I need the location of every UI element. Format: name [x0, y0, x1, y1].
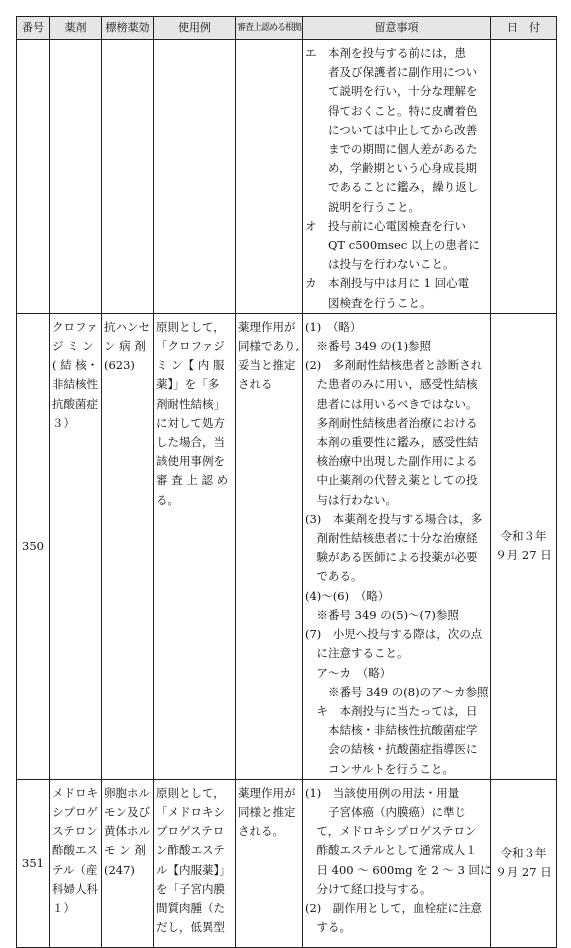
table-row-350	[17, 313, 557, 779]
cont-date-cell	[491, 40, 557, 314]
text-line: される。	[238, 824, 284, 839]
text-line: 中止薬剤の代替え薬としての投	[305, 473, 478, 488]
text-line: 該使用事例を	[156, 454, 225, 469]
text-line: クロファ	[52, 319, 98, 334]
row350-date	[491, 313, 557, 779]
cont-notes-cell	[303, 40, 491, 314]
text-line: 間質肉腫（た	[156, 900, 225, 915]
text-line: 「クロファジ	[156, 339, 225, 354]
header-notes: 留意事項	[303, 17, 491, 40]
text-line: 剤耐性結核」	[156, 396, 225, 411]
text-line: ※番号 349 の(8)のア～カ参照	[305, 684, 489, 699]
text-line: 得ておくこと。特に皮膚着色	[305, 103, 478, 118]
text-line: オ 投与前に心電図検査を行い	[305, 218, 466, 233]
text-line: 験がある医師による投薬が必要	[305, 550, 478, 565]
text-line: エ 本剤を投与する前には，患	[305, 46, 466, 60]
text-line: カ 本剤投与中は月に 1 回心電	[305, 276, 470, 291]
text-line: 抗ハンセ	[104, 319, 150, 334]
row351-date	[491, 779, 557, 947]
text-line: 令和３年	[500, 529, 547, 544]
text-line: ３）	[52, 415, 75, 430]
row350-notes	[303, 313, 491, 779]
text-line: コンサルトを行うこと。	[305, 761, 454, 776]
header-efficacy: 標榜薬効	[102, 17, 154, 40]
text-line: 図検査を行うこと。	[305, 295, 432, 310]
text-line: 会の結核・抗酸菌症指導医に	[305, 742, 478, 757]
text-line: (3) 本薬剤を投与する場合は，多	[305, 511, 483, 526]
text-line: される	[238, 377, 273, 392]
text-line: 卵胞ホル	[104, 785, 150, 800]
text-line: 本結核・非結核性抗酸菌症学	[305, 723, 478, 738]
cont-reason-cell	[236, 40, 303, 314]
text-line: １）	[52, 900, 75, 915]
header-date: 日 付	[491, 17, 557, 40]
text-line: に注意すること。	[305, 646, 409, 661]
row351-no: 351	[17, 779, 50, 947]
text-line: る。	[156, 492, 179, 507]
text-line: 薬理作用が	[238, 785, 296, 800]
text-line: ル【内服薬】」	[156, 862, 231, 877]
text-line: に対して処方	[156, 415, 225, 430]
text-line: 審 査 上 認 め	[156, 473, 229, 488]
text-line: 日 400 ～ 600mg を 2 ～ 3 回に	[305, 862, 492, 877]
text-line: 説明を行うこと。	[305, 199, 420, 214]
text-line: て説明を行い，十分な理解を	[305, 84, 478, 99]
text-line: は投与を行わないこと。	[305, 257, 455, 272]
text-line: モ ン 剤	[104, 843, 146, 858]
text-line: (623)	[104, 358, 135, 373]
text-line: ( 結 核・	[52, 358, 99, 373]
row350-reason	[236, 313, 303, 779]
text-line: ９月 27 日	[495, 548, 552, 563]
text-line: シプロゲ	[52, 804, 98, 819]
text-line: 原則として，	[156, 785, 225, 800]
cont-no-cell	[17, 40, 50, 314]
text-line: 抗酸菌症	[52, 396, 98, 411]
text-line: 本剤の重要性に鑑み，感受性結	[305, 435, 479, 450]
text-line: 黄体ホル	[104, 824, 150, 839]
header-drug: 薬剤	[50, 17, 102, 40]
text-line: 科婦人科	[52, 881, 98, 896]
text-line: (247)	[104, 862, 135, 877]
text-line: 原則として，	[156, 319, 225, 334]
row350-no: 350	[17, 313, 50, 779]
row351-reason	[236, 779, 303, 947]
review-table	[16, 16, 557, 948]
text-line: 薬】」を「多	[156, 377, 220, 392]
text-line: 酢酸エステルとして通常成人１	[305, 843, 477, 858]
text-line: 非結核性	[52, 377, 98, 392]
text-line: 令和３年	[500, 846, 547, 861]
row351-notes	[303, 779, 491, 947]
text-line: だし，低異型	[156, 920, 225, 935]
text-line: した場合，当	[156, 435, 225, 450]
text-line: 核治療中出現した副作用による	[305, 454, 478, 469]
text-line: め，学齢期という心身成長期	[305, 161, 478, 176]
text-line: については中止してから改善	[305, 122, 478, 137]
text-line: 剤耐性結核患者に十分な治療経	[305, 531, 478, 546]
text-line: ステロン	[52, 824, 98, 839]
text-line: ※番号 349 の(1)参照	[305, 339, 432, 354]
text-line: QT c500msec 以上の患者に	[305, 238, 480, 253]
text-line: 同様であり,	[238, 339, 300, 354]
text-line: た患者のみに用い，感受性結核	[305, 377, 478, 392]
text-line: キ 本剤投与に当たっては，日	[305, 703, 478, 718]
header-row	[17, 17, 557, 40]
text-line: ン 病 剤	[104, 339, 146, 354]
text-line: ン酢酸エステ	[156, 843, 225, 858]
text-line: (1) （略）	[305, 319, 362, 334]
row350-drug	[50, 313, 102, 779]
cont-drug-cell	[50, 40, 102, 314]
text-line: 薬理作用が	[238, 319, 296, 334]
text-line: て，メドロキシプロゲステロン	[305, 824, 477, 839]
text-line: テル（産	[52, 862, 98, 877]
table-row-continued	[17, 40, 557, 314]
header-reason: 審査上認める根拠	[236, 17, 303, 40]
row351-example	[154, 779, 236, 947]
text-line: ジ ミ ン	[52, 339, 94, 354]
text-line: 妥当と推定	[238, 358, 296, 373]
row351-drug	[50, 779, 102, 947]
text-line: ９月 27 日	[495, 865, 552, 880]
text-line: である。	[305, 569, 363, 584]
cont-example-cell	[154, 40, 236, 314]
text-line: (1) 当該使用例の用法・用量	[305, 785, 460, 800]
text-line: プロゲステロ	[156, 824, 225, 839]
text-line: 分けて経口投与する。	[305, 881, 432, 896]
text-line: ※番号 349 の(5)～(7)参照	[305, 607, 459, 622]
text-line: を「子宮内膜	[156, 881, 225, 896]
text-line: 「メドロキシ	[156, 804, 225, 819]
text-line: (2) 副作用として，血栓症に注意	[305, 900, 483, 915]
text-line: ア～カ （略）	[305, 665, 392, 680]
row351-efficacy	[102, 779, 154, 947]
text-line: モン及び	[104, 804, 150, 819]
header-no: 番号	[17, 17, 50, 40]
text-line: (2) 多剤耐性結核患者と診断され	[305, 358, 483, 373]
row350-example	[154, 313, 236, 779]
text-line: 子宮体癌（内膜癌）に準じ	[305, 804, 466, 819]
text-line: ミ ン【 内 服	[156, 358, 225, 373]
text-line: であることに鑑み，繰り返し	[305, 180, 479, 195]
text-line: する。	[305, 920, 351, 935]
text-line: (7) 小児へ投与する際は，次の点	[305, 627, 483, 642]
text-line: 同様と推定	[238, 804, 296, 819]
table-row-351	[17, 779, 557, 947]
text-line: 酢酸エス	[52, 843, 98, 858]
text-line: 者及び保護者に副作用につい	[305, 65, 478, 80]
text-line: 多剤耐性結核患者治療における	[305, 415, 478, 430]
text-line: 患者には用いるべきではない。	[305, 396, 478, 411]
row350-efficacy	[102, 313, 154, 779]
text-line: までの期間に個人差があるた	[305, 142, 478, 157]
text-line: 与は行わない。	[305, 492, 397, 507]
text-line: メドロキ	[52, 785, 98, 800]
cont-efficacy-cell	[102, 40, 154, 314]
text-line: (4)～(6) （略）	[305, 588, 390, 603]
header-example: 使用例	[154, 17, 236, 40]
